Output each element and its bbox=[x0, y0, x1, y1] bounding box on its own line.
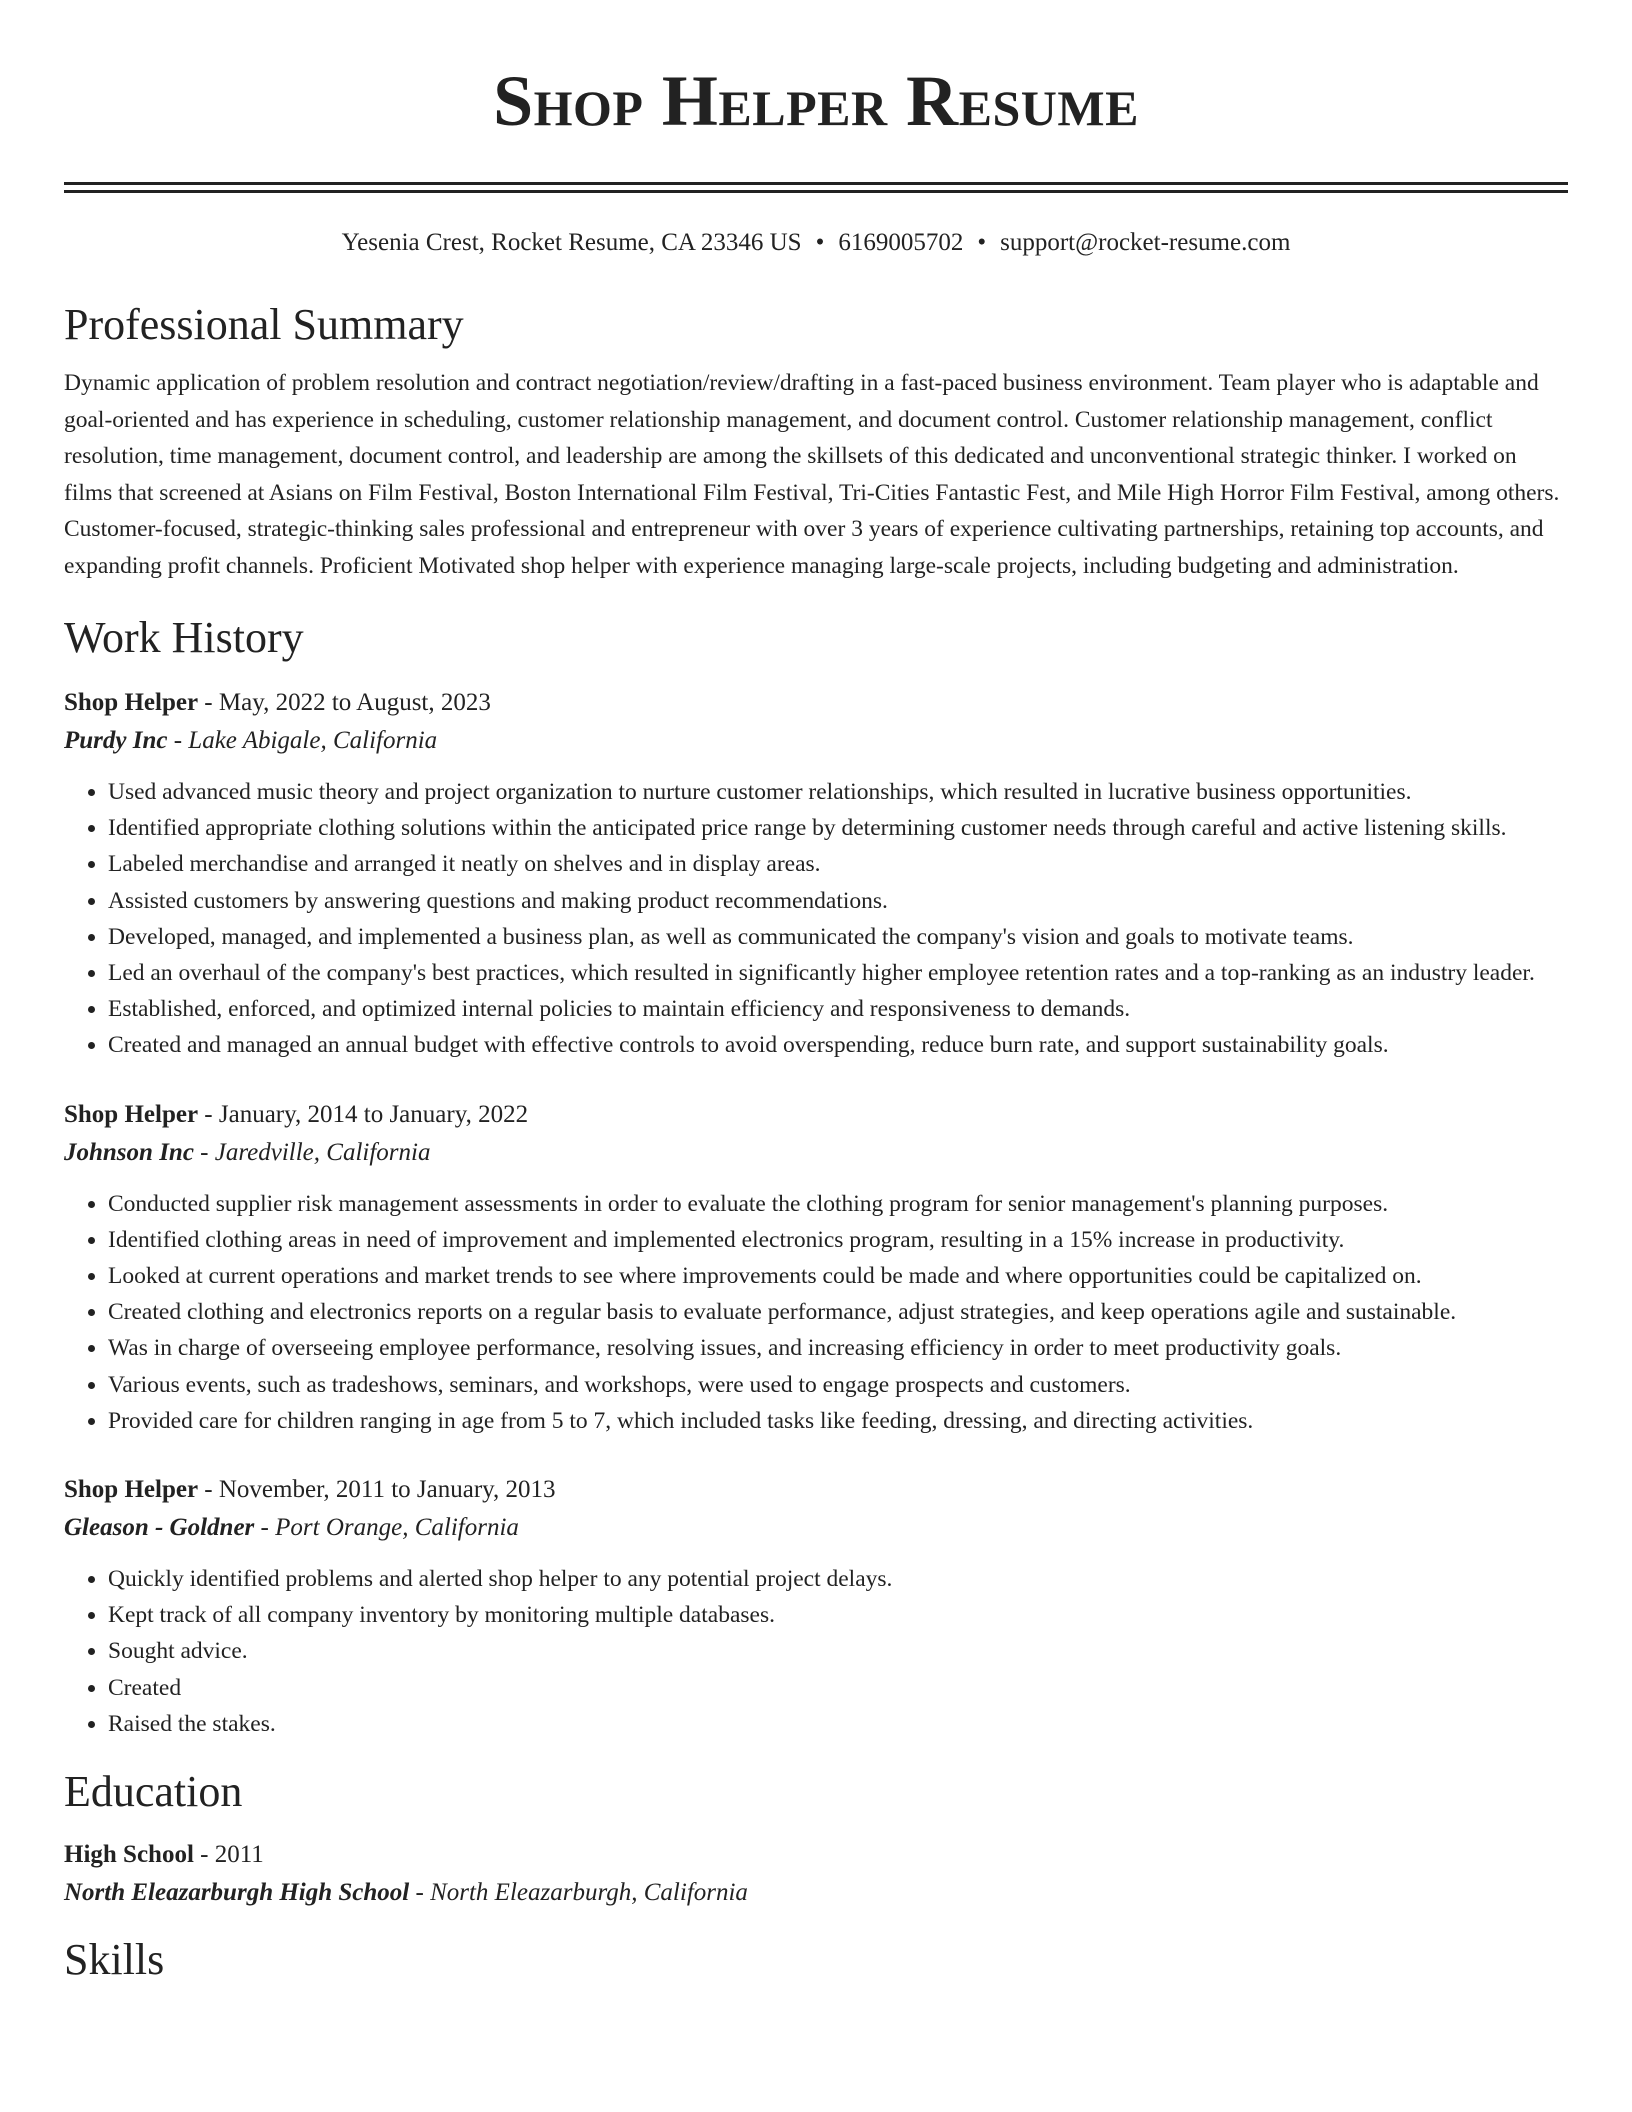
resume-title: Shop Helper Resume bbox=[493, 61, 1139, 141]
job-location: - Port Orange, California bbox=[254, 1514, 519, 1542]
job-duties-list bbox=[64, 774, 1568, 1064]
list-item: • Kept track of all company inventory by monitoring multiple databases. bbox=[108, 1597, 1568, 1633]
contact-separator: • bbox=[977, 229, 987, 256]
list-item: • Various events, such as tradeshows, seminars, and workshops, were used to engage prospects and customers. bbox=[108, 1367, 1568, 1403]
list-item: • Created bbox=[108, 1670, 1568, 1706]
job-company-line bbox=[64, 1509, 1568, 1547]
contact-phone: 6169005702 bbox=[838, 229, 964, 256]
list-item: • Was in charge of overseeing employee performance, resolving issues, and increasing efficiency in order to meet productivity goals. bbox=[108, 1330, 1568, 1366]
work-history-list bbox=[64, 684, 1568, 1742]
job-title: Shop Helper bbox=[64, 689, 199, 716]
job-company: Johnson Inc bbox=[64, 1138, 194, 1166]
list-item: • Established, enforced, and optimized internal policies to maintain efficiency and responsiveness to demands. bbox=[108, 991, 1568, 1027]
list-item: • Led an overhaul of the company's best practices, which resulted in significantly higher employee retention rates and a top-ranking as an industry leader. bbox=[108, 955, 1568, 991]
list-item: • Provided care for children ranging in age from 5 to 7, which included tasks like feeding, dressing, and directing activities. bbox=[108, 1403, 1568, 1439]
job-company: Gleason - Goldner bbox=[64, 1514, 255, 1542]
contact-email: support@rocket-resume.com bbox=[1000, 229, 1291, 256]
title-rule-top bbox=[64, 182, 1568, 185]
education-heading: Education bbox=[64, 1767, 243, 1817]
list-item: • Sought advice. bbox=[108, 1633, 1568, 1669]
contact-separator: • bbox=[815, 229, 825, 256]
skills-heading: Skills bbox=[64, 1935, 165, 1985]
job-entry bbox=[64, 684, 1568, 1064]
list-item: • Developed, managed, and implemented a business plan, as well as communicated the company's vision and goals to motivate teams. bbox=[108, 919, 1568, 955]
job-duties-list bbox=[64, 1186, 1568, 1439]
contact-address: Yesenia Crest, Rocket Resume, CA 23346 US bbox=[341, 229, 802, 256]
job-company: Purdy Inc bbox=[64, 727, 168, 754]
education-degree: High School bbox=[64, 1841, 194, 1869]
education-entry bbox=[64, 1836, 1568, 1912]
list-item: • Identified appropriate clothing solutions within the anticipated price range by determining customer needs through careful and active listening skills. bbox=[108, 810, 1568, 846]
list-item: • Created clothing and electronics reports on a regular basis to evaluate performance, adjust strategies, and keep operations agile and sustainable. bbox=[108, 1294, 1568, 1330]
list-item: • Conducted supplier risk management assessments in order to evaluate the clothing program for senior management's planning purposes. bbox=[108, 1186, 1568, 1222]
education-year: - 2011 bbox=[193, 1841, 264, 1869]
list-item: • Raised the stakes. bbox=[108, 1706, 1568, 1742]
job-dates: - January, 2014 to January, 2022 bbox=[198, 1100, 529, 1128]
list-item: • Identified clothing areas in need of improvement and implemented electronics program, resulting in a 15% increase in productivity. bbox=[108, 1222, 1568, 1258]
summary-text: Dynamic application of problem resolution and contract negotiation/review/drafting in a fast-paced business environment. Team player who is adaptable and goal-oriented and has experience in scheduling, customer relationship management, and document control. Customer relationship management, conflict resolution, time management, document control, and leadership are among the skillsets of this dedicated and unconventional strategic thinker. I worked on films that screened at Asians on Film Festival, Boston International Film Festival, Tri-Cities Fantastic Fest, and Mile High Horror Film Festival, among others. Customer-focused, strategic-thinking sales professional and entrepreneur with over 3 years of experience cultivating partnerships, retaining top accounts, and expanding profit channels. Proficient Motivated shop helper with experience managing large-scale projects, including budgeting and administration. bbox=[64, 370, 1560, 579]
work-history-heading: Work History bbox=[64, 613, 304, 662]
job-entry bbox=[64, 1096, 1568, 1439]
job-duties-list bbox=[64, 1561, 1568, 1742]
job-title: Shop Helper bbox=[64, 1100, 199, 1128]
education-location: - North Eleazarburgh, California bbox=[409, 1879, 748, 1907]
job-dates: - May, 2022 to August, 2023 bbox=[198, 689, 491, 716]
list-item: • Looked at current operations and market trends to see where improvements could be made and where opportunities could be capitalized on. bbox=[108, 1258, 1568, 1294]
job-title-line bbox=[64, 1096, 1568, 1134]
job-company-line bbox=[64, 722, 1568, 760]
job-entry bbox=[64, 1471, 1568, 1742]
job-title-line bbox=[64, 684, 1568, 722]
education-school: North Eleazarburgh High School bbox=[64, 1879, 410, 1907]
education-school-line bbox=[64, 1874, 1568, 1912]
job-title: Shop Helper bbox=[64, 1476, 199, 1504]
contact-line bbox=[64, 227, 1568, 259]
list-item: • Labeled merchandise and arranged it neatly on shelves and in display areas. bbox=[108, 846, 1568, 882]
list-item: • Assisted customers by answering questions and making product recommendations. bbox=[108, 883, 1568, 919]
list-item: • Quickly identified problems and alerted shop helper to any potential project delays. bbox=[108, 1561, 1568, 1597]
job-location: - Lake Abigale, California bbox=[167, 727, 438, 754]
job-location: - Jaredville, California bbox=[193, 1138, 431, 1166]
summary-heading: Professional Summary bbox=[64, 300, 464, 349]
list-item: • Created and managed an annual budget with effective controls to avoid overspending, reduce burn rate, and support sustainability goals. bbox=[108, 1027, 1568, 1063]
job-title-line bbox=[64, 1471, 1568, 1509]
title-rule-bottom bbox=[64, 190, 1568, 193]
job-dates: - November, 2011 to January, 2013 bbox=[198, 1476, 556, 1504]
job-company-line bbox=[64, 1134, 1568, 1172]
education-degree-line bbox=[64, 1836, 1568, 1874]
list-item: • Used advanced music theory and project organization to nurture customer relationships, which resulted in lucrative business opportunities. bbox=[108, 774, 1568, 810]
